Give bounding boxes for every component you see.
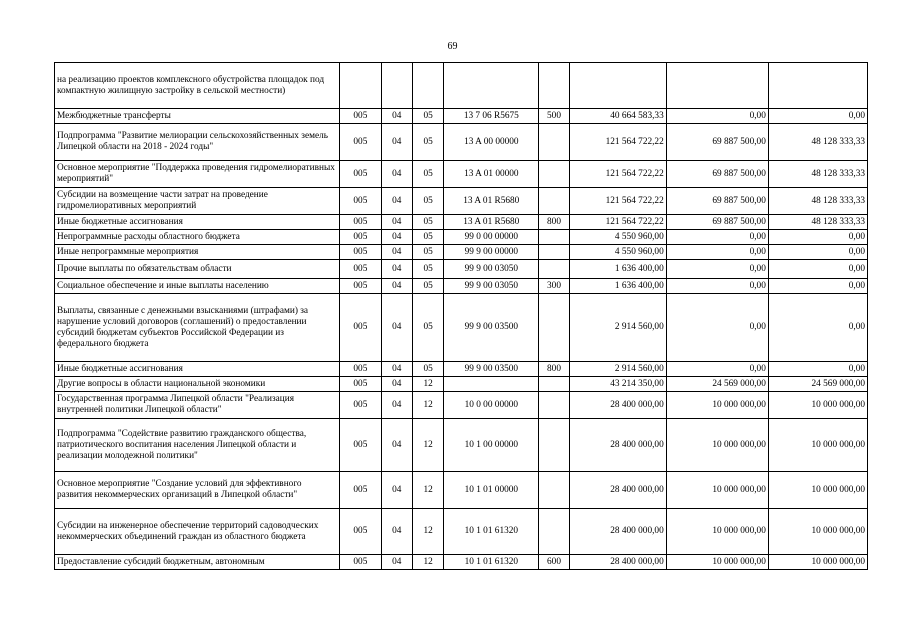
table-row: [55, 109, 868, 124]
expense-type-code: 300: [539, 279, 569, 294]
amount-year-1: 2 914 560,00: [569, 362, 666, 377]
row-name: Выплаты, связанные с денежными взысканиями (штрафами) за нарушение условий договоров (соглашений) о предоставлении субсидий бюджетам субъектов Российской Федерации из федерального бюджета: [55, 294, 340, 362]
amount-year-2: 69 887 500,00: [666, 124, 768, 161]
target-article-code: 10 1 01 00000: [444, 472, 539, 509]
row-name: на реализацию проектов комплексного обустройства площадок под компактную жилищную застройку в сельской местности): [55, 63, 340, 109]
ministry-code: 005: [340, 555, 381, 570]
ministry-code: 005: [340, 472, 381, 509]
section-code: 04: [381, 109, 412, 124]
row-name: Непрограммные расходы областного бюджета: [55, 230, 340, 245]
amount-year-1: 4 550 960,00: [569, 245, 666, 260]
ministry-code: 005: [340, 419, 381, 472]
section-code: 04: [381, 124, 412, 161]
ministry-code: 005: [340, 260, 381, 279]
amount-year-2: 0,00: [666, 109, 768, 124]
amount-year-3: 10 000 000,00: [768, 392, 867, 419]
target-article-code: 99 0 00 00000: [444, 230, 539, 245]
section-code: 04: [381, 161, 412, 188]
target-article-code: 10 1 01 61320: [444, 555, 539, 570]
table-row: [55, 260, 868, 279]
ministry-code: 005: [340, 392, 381, 419]
row-name: Основное мероприятие "Создание условий для эффективного развития некоммерческих организаций в Липецкой области": [55, 472, 340, 509]
subsection-code: 05: [412, 124, 443, 161]
amount-year-3: 48 128 333,33: [768, 161, 867, 188]
section-code: 04: [381, 245, 412, 260]
amount-year-3: 48 128 333,33: [768, 188, 867, 215]
row-name: Субсидии на инженерное обеспечение территорий садоводческих некоммерческих объединений граждан из областного бюджета: [55, 509, 340, 555]
amount-year-3: 0,00: [768, 230, 867, 245]
amount-year-3: 48 128 333,33: [768, 215, 867, 230]
target-article-code: 99 9 00 03050: [444, 279, 539, 294]
table-row: [55, 419, 868, 472]
expense-type-code: [539, 419, 569, 472]
amount-year-3: 0,00: [768, 279, 867, 294]
amount-year-2: 0,00: [666, 362, 768, 377]
table-row: [55, 245, 868, 260]
row-name: Иные непрограммные мероприятия: [55, 245, 340, 260]
expense-type-code: [539, 294, 569, 362]
target-article-code: 10 1 00 00000: [444, 419, 539, 472]
amount-year-2: 69 887 500,00: [666, 188, 768, 215]
amount-year-3: 0,00: [768, 245, 867, 260]
expense-type-code: [539, 392, 569, 419]
subsection-code: [412, 63, 443, 109]
target-article-code: 13 A 01 R5680: [444, 188, 539, 215]
ministry-code: 005: [340, 161, 381, 188]
table-row: [55, 392, 868, 419]
table-row: [55, 188, 868, 215]
amount-year-2: 10 000 000,00: [666, 509, 768, 555]
amount-year-3: 0,00: [768, 109, 867, 124]
row-name: Прочие выплаты по обязательствам области: [55, 260, 340, 279]
expense-type-code: [539, 245, 569, 260]
section-code: 04: [381, 362, 412, 377]
amount-year-2: 10 000 000,00: [666, 555, 768, 570]
target-article-code: [444, 63, 539, 109]
amount-year-3: 0,00: [768, 260, 867, 279]
expense-type-code: [539, 63, 569, 109]
subsection-code: 05: [412, 161, 443, 188]
expense-type-code: 800: [539, 362, 569, 377]
amount-year-1: 28 400 000,00: [569, 509, 666, 555]
row-name: Подпрограмма "Развитие мелиорации сельскохозяйственных земель Липецкой области на 2018 - 2024 годы": [55, 124, 340, 161]
expense-type-code: 800: [539, 215, 569, 230]
ministry-code: 005: [340, 188, 381, 215]
table-row: [55, 555, 868, 570]
subsection-code: 05: [412, 188, 443, 215]
section-code: 04: [381, 230, 412, 245]
amount-year-3: 0,00: [768, 294, 867, 362]
section-code: [381, 63, 412, 109]
ministry-code: 005: [340, 362, 381, 377]
row-name: Субсидии на возмещение части затрат на проведение гидромелиоративных мероприятий: [55, 188, 340, 215]
ministry-code: 005: [340, 509, 381, 555]
amount-year-3: 10 000 000,00: [768, 555, 867, 570]
amount-year-2: 10 000 000,00: [666, 472, 768, 509]
expense-type-code: [539, 377, 569, 392]
section-code: 04: [381, 509, 412, 555]
target-article-code: 13 A 01 R5680: [444, 215, 539, 230]
amount-year-1: 28 400 000,00: [569, 555, 666, 570]
ministry-code: 005: [340, 230, 381, 245]
target-article-code: 13 A 01 00000: [444, 161, 539, 188]
table-row: [55, 215, 868, 230]
target-article-code: 10 0 00 00000: [444, 392, 539, 419]
subsection-code: 05: [412, 294, 443, 362]
ministry-code: 005: [340, 245, 381, 260]
table-row: [55, 294, 868, 362]
section-code: 04: [381, 472, 412, 509]
table-row: [55, 63, 868, 109]
subsection-code: 12: [412, 472, 443, 509]
section-code: 04: [381, 392, 412, 419]
ministry-code: 005: [340, 294, 381, 362]
amount-year-2: 69 887 500,00: [666, 215, 768, 230]
page-number: 69: [447, 41, 458, 52]
table-row: [55, 472, 868, 509]
section-code: 04: [381, 419, 412, 472]
subsection-code: 12: [412, 377, 443, 392]
target-article-code: 99 9 00 03050: [444, 260, 539, 279]
amount-year-2: 10 000 000,00: [666, 419, 768, 472]
section-code: 04: [381, 294, 412, 362]
amount-year-1: 121 564 722,22: [569, 215, 666, 230]
row-name: Государственная программа Липецкой области "Реализация внутренней политики Липецкой области": [55, 392, 340, 419]
amount-year-3: 10 000 000,00: [768, 472, 867, 509]
amount-year-3: 48 128 333,33: [768, 124, 867, 161]
amount-year-2: 0,00: [666, 260, 768, 279]
expense-type-code: 600: [539, 555, 569, 570]
amount-year-2: 69 887 500,00: [666, 161, 768, 188]
row-name: Иные бюджетные ассигнования: [55, 215, 340, 230]
table-row: [55, 161, 868, 188]
target-article-code: 13 7 06 R5675: [444, 109, 539, 124]
ministry-code: 005: [340, 109, 381, 124]
ministry-code: [340, 63, 381, 109]
table-row: [55, 362, 868, 377]
subsection-code: 05: [412, 230, 443, 245]
amount-year-2: 0,00: [666, 245, 768, 260]
target-article-code: 99 9 00 03500: [444, 294, 539, 362]
amount-year-3: 10 000 000,00: [768, 419, 867, 472]
row-name: Предоставление субсидий бюджетным, автономным: [55, 555, 340, 570]
section-code: 04: [381, 260, 412, 279]
amount-year-2: [666, 63, 768, 109]
expense-type-code: [539, 230, 569, 245]
target-article-code: 10 1 01 61320: [444, 509, 539, 555]
expense-type-code: [539, 161, 569, 188]
subsection-code: 12: [412, 392, 443, 419]
expense-type-code: 500: [539, 109, 569, 124]
row-name: Межбюджетные трансферты: [55, 109, 340, 124]
subsection-code: 12: [412, 555, 443, 570]
amount-year-3: 0,00: [768, 362, 867, 377]
row-name: Иные бюджетные ассигнования: [55, 362, 340, 377]
target-article-code: 99 9 00 03500: [444, 362, 539, 377]
subsection-code: 05: [412, 245, 443, 260]
expense-type-code: [539, 260, 569, 279]
amount-year-1: 121 564 722,22: [569, 161, 666, 188]
expense-type-code: [539, 509, 569, 555]
amount-year-1: 121 564 722,22: [569, 188, 666, 215]
amount-year-3: 24 569 000,00: [768, 377, 867, 392]
subsection-code: 12: [412, 509, 443, 555]
target-article-code: 13 A 00 00000: [444, 124, 539, 161]
section-code: 04: [381, 377, 412, 392]
amount-year-1: 28 400 000,00: [569, 392, 666, 419]
table-row: [55, 509, 868, 555]
amount-year-1: 121 564 722,22: [569, 124, 666, 161]
amount-year-1: 28 400 000,00: [569, 419, 666, 472]
amount-year-1: 1 636 400,00: [569, 260, 666, 279]
section-code: 04: [381, 188, 412, 215]
row-name: Подпрограмма "Содействие развитию гражданского общества, патриотического воспитания населения Липецкой области и реализации молодежной политики": [55, 419, 340, 472]
budget-table: [54, 62, 868, 570]
subsection-code: 05: [412, 279, 443, 294]
expense-type-code: [539, 124, 569, 161]
target-article-code: 99 9 00 00000: [444, 245, 539, 260]
row-name: Другие вопросы в области национальной экономики: [55, 377, 340, 392]
ministry-code: 005: [340, 377, 381, 392]
amount-year-2: 0,00: [666, 279, 768, 294]
amount-year-1: 4 550 960,00: [569, 230, 666, 245]
subsection-code: 05: [412, 215, 443, 230]
section-code: 04: [381, 215, 412, 230]
amount-year-1: 43 214 350,00: [569, 377, 666, 392]
expense-type-code: [539, 188, 569, 215]
amount-year-3: [768, 63, 867, 109]
subsection-code: 05: [412, 109, 443, 124]
row-name: Основное мероприятие "Поддержка проведения гидромелиоративных мероприятий": [55, 161, 340, 188]
table-row: [55, 377, 868, 392]
amount-year-2: 0,00: [666, 230, 768, 245]
table-row: [55, 230, 868, 245]
section-code: 04: [381, 555, 412, 570]
expense-type-code: [539, 472, 569, 509]
subsection-code: 05: [412, 260, 443, 279]
amount-year-1: 1 636 400,00: [569, 279, 666, 294]
section-code: 04: [381, 279, 412, 294]
table-row: [55, 279, 868, 294]
amount-year-2: 0,00: [666, 294, 768, 362]
subsection-code: 12: [412, 419, 443, 472]
ministry-code: 005: [340, 124, 381, 161]
row-name: Социальное обеспечение и иные выплаты населению: [55, 279, 340, 294]
ministry-code: 005: [340, 279, 381, 294]
amount-year-2: 10 000 000,00: [666, 392, 768, 419]
ministry-code: 005: [340, 215, 381, 230]
target-article-code: [444, 377, 539, 392]
amount-year-1: 2 914 560,00: [569, 294, 666, 362]
amount-year-1: 28 400 000,00: [569, 472, 666, 509]
subsection-code: 05: [412, 362, 443, 377]
amount-year-1: 40 664 583,33: [569, 109, 666, 124]
table-row: [55, 124, 868, 161]
amount-year-3: 10 000 000,00: [768, 509, 867, 555]
amount-year-1: [569, 63, 666, 109]
amount-year-2: 24 569 000,00: [666, 377, 768, 392]
